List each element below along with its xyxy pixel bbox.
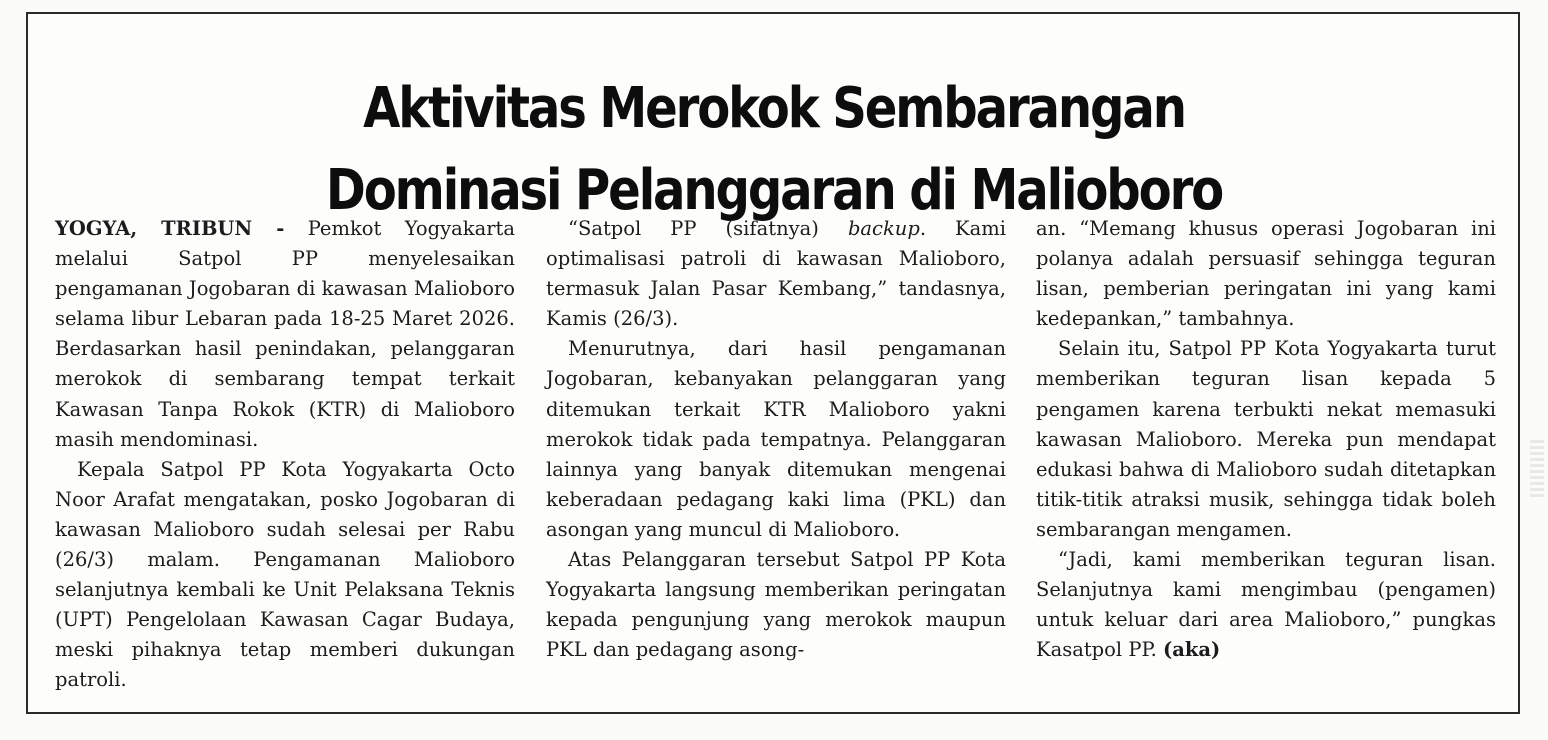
article-column-1 [55, 214, 515, 696]
article-headline [108, 68, 1439, 232]
dateline: YOGYA, TRIBUN - [55, 217, 285, 240]
article-column-2 [546, 214, 1006, 665]
article-paragraph: Selain itu, Satpol PP Kota Yogyakarta turut memberikan teguran lisan kepada 5 pengamen karena terbukti nekat memasuki kawasan Malioboro. Mereka pun mendapat edukasi bahwa di Malioboro sudah ditetapkan titik-titik atraksi musik, sehingga tidak boleh sembarangan mengamen. [1036, 337, 1496, 541]
paragraph-text: Pemkot Yogyakarta melalui Satpol PP menyelesaikan pengamanan Jogobaran di kawasan Malioboro selama libur Lebaran pada 18-25 Maret 2026. Berdasarkan hasil penindakan, pelanggaran merokok di sembarang tempat terkait Kawasan Tanpa Rokok (KTR) di Malioboro masih mendominasi. [55, 217, 515, 451]
article-paragraph [546, 214, 1006, 334]
article-paragraph: an. “Memang khusus operasi Jogobaran ini polanya adalah persuasif sehingga teguran lisan, pemberian peringatan ini yang kami kedepankan,” tambahnya. [1036, 217, 1496, 331]
paragraph-text: “Jadi, kami memberikan teguran lisan. Selanjutnya kami mengimbau (pengamen) untuk keluar dari area Malioboro,” pungkas Kasatpol PP. [1036, 548, 1496, 662]
paragraph-text: “Satpol PP (sifatnya) [568, 217, 848, 240]
article-paragraph [55, 214, 515, 455]
article-paragraph: Atas Pelanggaran tersebut Satpol PP Kota Yogyakarta langsung memberikan peringatan kepada pengunjung yang merokok maupun PKL dan pedagang asong- [546, 548, 1006, 662]
article-column-3 [1036, 214, 1496, 665]
article-paragraph: Menurutnya, dari hasil pengamanan Jogobaran, kebanyakan pelanggaran yang ditemukan terkait KTR Malioboro yakni merokok tidak pada tempatnya. Pelanggaran lainnya yang banyak ditemukan mengenai keberadaan pedagang kaki lima (PKL) dan asongan yang muncul di Malioboro. [546, 337, 1006, 541]
author-credit: (aka) [1163, 638, 1221, 662]
headline-line-1: Aktivitas Merokok Sembarangan [363, 75, 1185, 141]
italic-term: backup [847, 217, 920, 240]
headline-line-2: Dominasi Pelanggaran di Malioboro [325, 157, 1223, 223]
scan-edge-mark [1530, 440, 1544, 500]
article-paragraph: Kepala Satpol PP Kota Yogyakarta Octo Noor Arafat mengatakan, posko Jogobaran di kawasan Malioboro sudah selesai per Rabu (26/3) malam. Pengamanan Malioboro selanjutnya kembali ke Unit Pelaksana Teknis (UPT) Pengelolaan Kawasan Cagar Budaya, meski pihaknya tetap memberi dukungan patroli. [55, 457, 515, 692]
paragraph-text: . Kami optimalisasi patroli di kawasan Malioboro, termasuk Jalan Pasar Kembang,” tandasnya, Kamis (26/3). [546, 217, 1006, 331]
article-paragraph [1036, 545, 1496, 665]
